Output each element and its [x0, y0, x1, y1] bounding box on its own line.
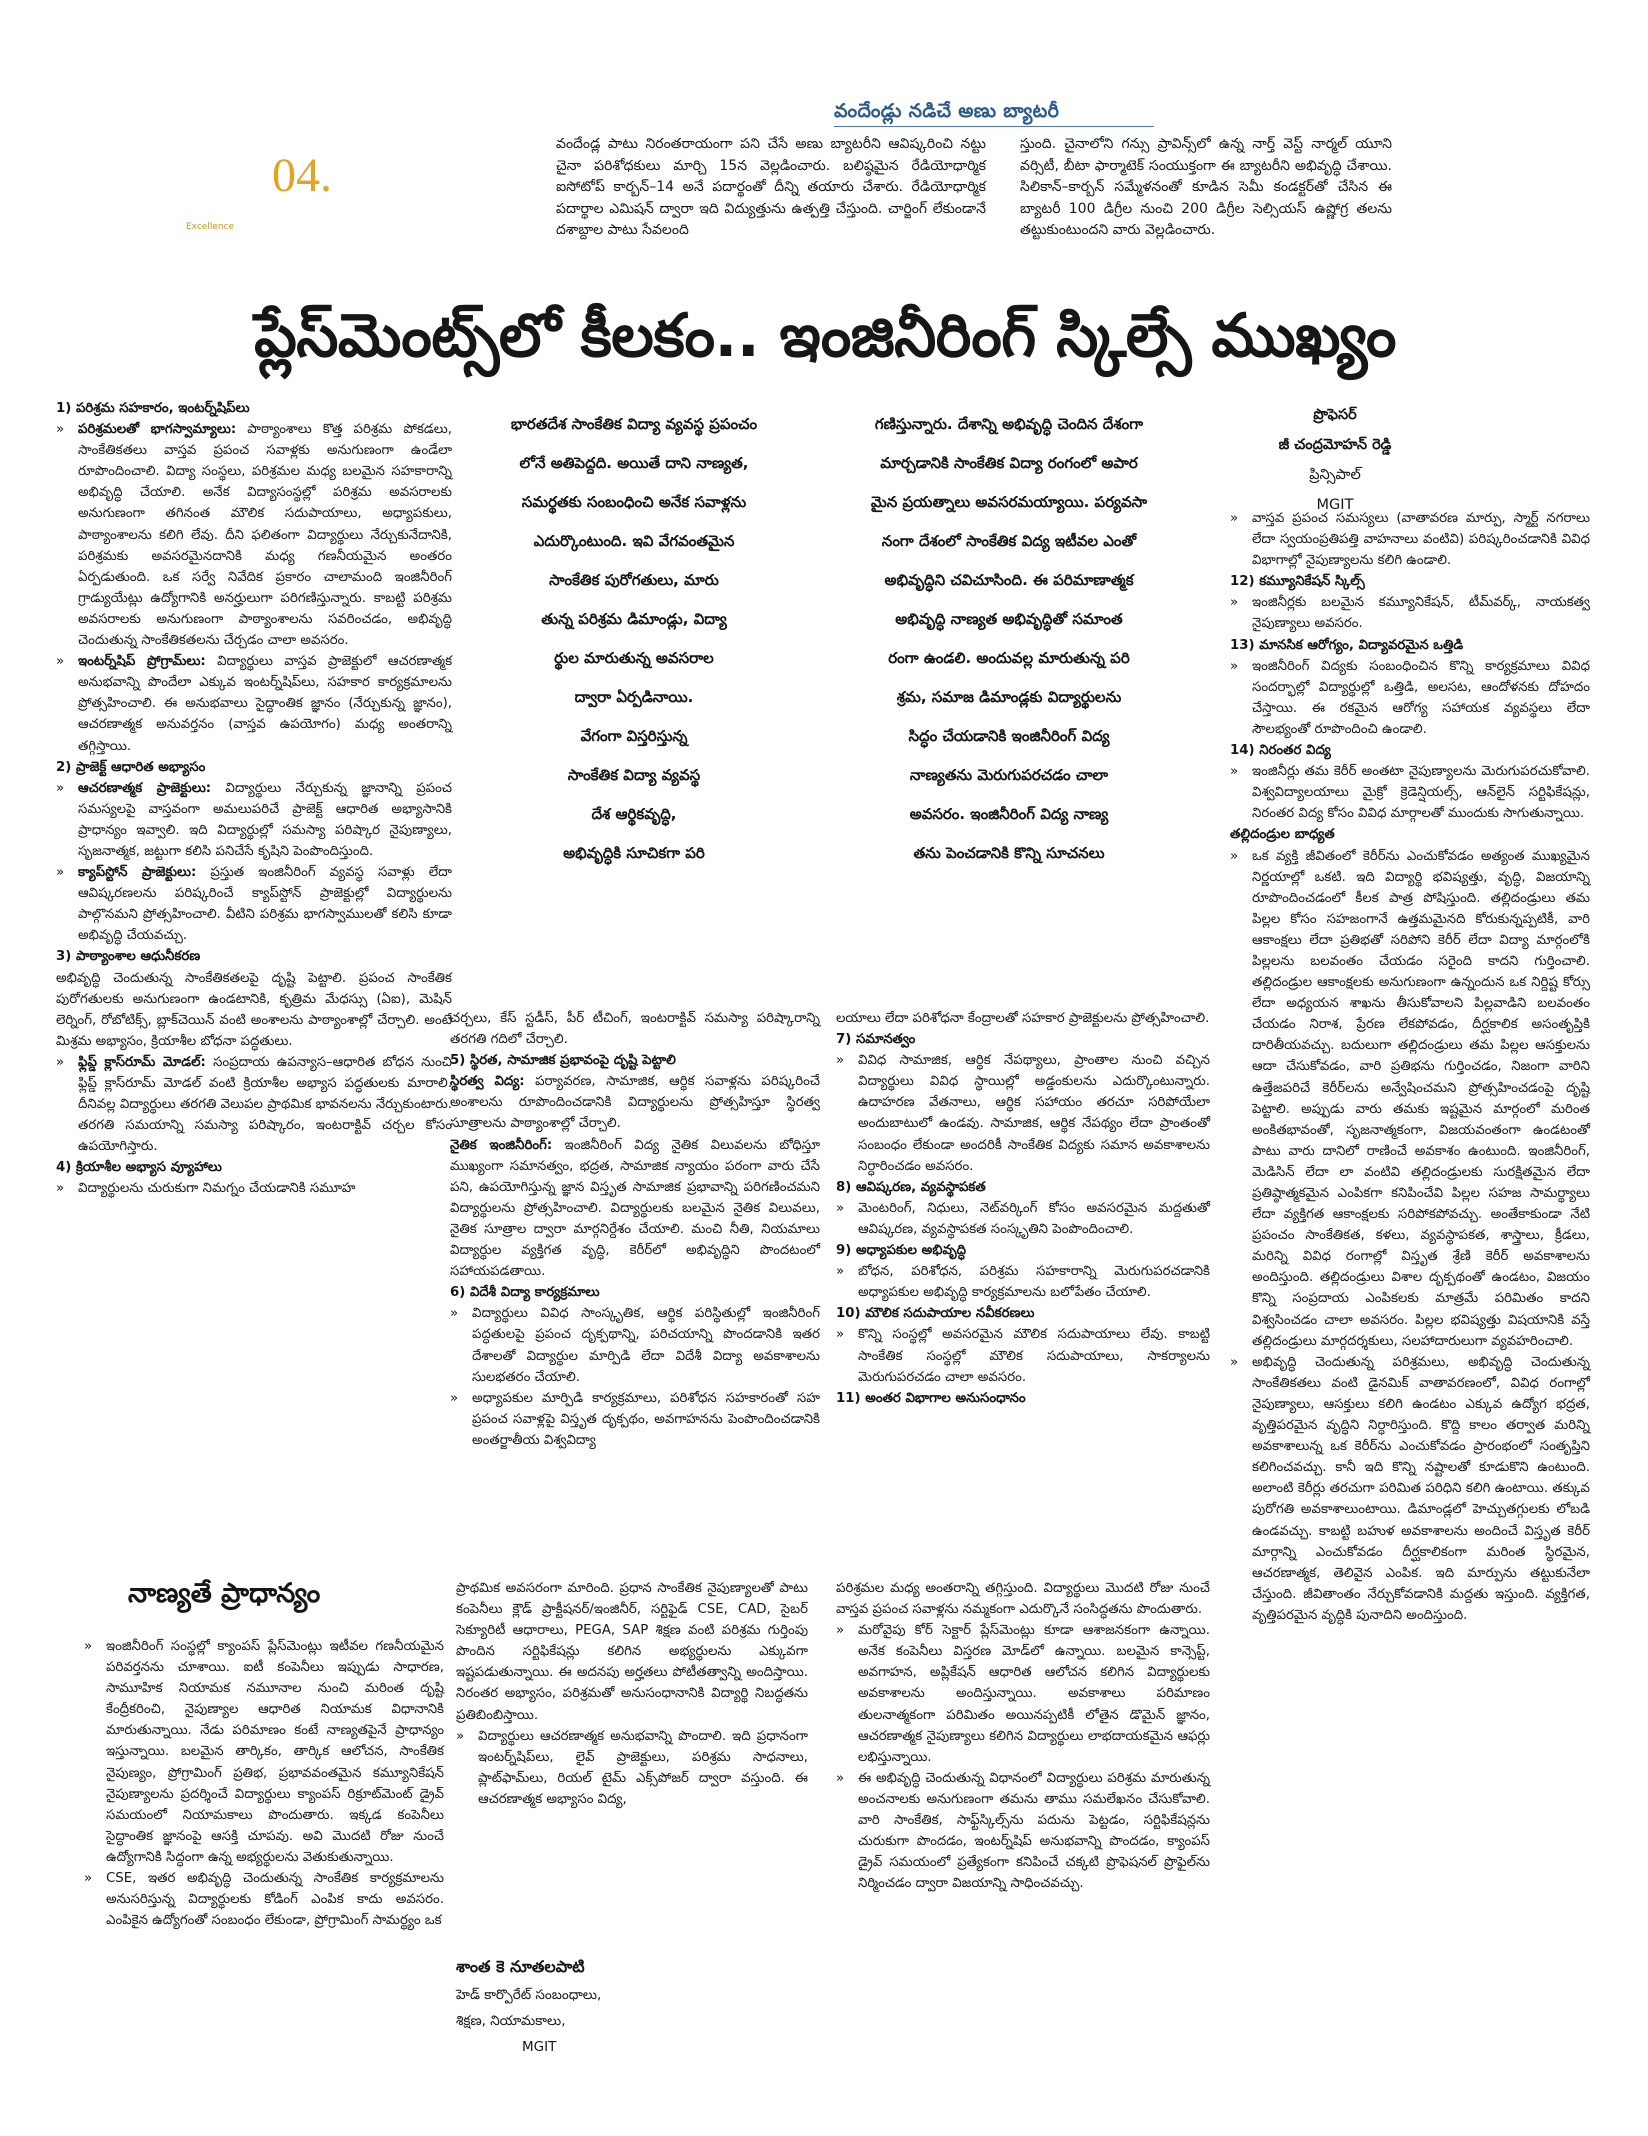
section-heading: 1) పరిశ్రమ సహకారం, ఇంటర్న్‌షిప్‌లు [56, 401, 250, 416]
column-6 [456, 1578, 808, 1810]
paragraph: »వివిధ సామాజిక, ఆర్థిక నేపథ్యాలు, ప్రాంతాల నుంచి వచ్చిన విద్యార్థులు వివిధ స్థాయిల్లో అడ్డంకులను ఎదుర్కొంటున్నారు. ఉదాహరణ వేతనాలు, ఆర్థిక సహాయం తరచూ సరిపోయేలా అందుబాటులో ఉండవు. సామాజిక, ఆర్థిక నేపథ్యం లేదా ప్రాంతంతో సంబంధం లేకుండా అందరికీ సాంకేతిక విద్యకు సమాన అవకాశాలను నిర్ధారించడం అవసరం. [836, 1050, 1210, 1177]
pull-quote-line: సమర్థతకు సంబంధించి అనేక సవాళ్లను [521, 493, 747, 511]
bullet-arrow-icon: » [450, 1306, 459, 1322]
author2-role1: హెడ్ కార్పొరేట్ సంబంధాలు, [456, 1987, 602, 2003]
pull-quote-line: తను పెంచడానికి కొన్ని సూచనలు [913, 844, 1105, 862]
paragraph: »పరిశ్రమలతో భాగస్వామ్యాలు: పాఠ్యాంశాలు కొత్త పరిశ్రమ పోకడలు, సాంకేతికతలు వాస్తవ ప్రపంచ సవాళ్లకు అనుగుణంగా ఉండేలా రూపొందించాలి. విద్యా సంస్థలు, పరిశ్రమల మధ్య బలమైన సహకారాన్ని అభివృద్ధి చేయాలి. అనేక విద్యాసంస్థల్లో పరిశ్రమ అవసరాలకు అనుగుణంగా తగినంత మౌలిక సదుపాయాలు, అధ్యాపకులు, పాఠ్యాంశాలను కలిగి లేవు. దీని ఫలితంగా విద్యార్థులు నేర్చుకునేదానికి, పరిశ్రమకు అవసరమైనదానికి మధ్య గణనీయమైన అంతరం ఏర్పడుతుంది. ఒక సర్వే నివేదిక ప్రకారం చాలామంది ఇంజినీరింగ్ గ్రాడ్యుయేట్లు ఉద్యోగానికి అనర్హులుగా పరిగణిస్తున్నారు. కాబట్టి పరిశ్రమ అవసరాలకు అనుగుణంగా పాఠ్యాంశాలను సవరించడం, అభివృద్ధి చెందుతున్న సాంకేతికతలను చేర్చడం చాలా అవసరం. [56, 419, 452, 651]
paragraph: చర్చలు, కేస్ స్టడీస్, పీర్ టీచింగ్, ఇంటరాక్టివ్ సమస్యా పరిష్కారాన్ని తరగతి గదిలో చేర్చాలి. [450, 1011, 820, 1048]
inline-lead: స్థిరత్వ విద్య: [450, 1074, 525, 1090]
inline-lead: నైతిక ఇంజినీరింగ్: [450, 1137, 553, 1153]
pull-quote-line: అభివృద్ధికి సూచికగా పరి [563, 844, 705, 862]
pull-quote-line: నంగా దేశంలో సాంకేతిక విద్య ఇటీవల ఎంతో [881, 532, 1137, 550]
section-heading: 6) విదేశీ విద్యా కార్యక్రమాలు [450, 1285, 600, 1301]
paragraph: »ఒక వ్యక్తి జీవితంలో కెరీర్‌ను ఎంచుకోవడం అత్యంత ముఖ్యమైన నిర్ణయాల్లో ఒకటి. ఇది విద్యార్థి భవిష్యత్తు, వృద్ధి, విజయాన్ని రూపొందించడంలో కీలక పాత్ర పోషిస్తుంది. తల్లిదండ్రులు తమ పిల్లల కోసం సహజంగానే ఉత్తమమైనది కోరుకున్నప్పటికీ, వారి ఆకాంక్షలు లేదా ప్రతిభతో సరిపోని కెరీర్ లేదా విద్యా మార్గంలోకి పిల్లలను బలవంతం చేయడం సరైంది కాదని గుర్తించాలి. తల్లిదండ్రుల ఆకాంక్షలకు అనుగుణంగా ఉన్నందున ఒక నిర్దిష్ట కోర్సు లేదా అధ్యయన శాఖను తీసుకోవాలని పిల్లవాడిని బలవంతం చేయడం నిరాశ, ప్రేరణ లేకపోవడం, దీర్ఘకాలిక అసంతృప్తికి దారితీయవచ్చు. బదులుగా తల్లిదండ్రులు తమ పిల్లల ఆసక్తులను ఆదా చేసుకోవడం, వారి ప్రతిభను గుర్తించడం, నిజంగా వారిని ఉత్తేజపరిచే కెరీర్‌లను అన్వేషించమని ప్రోత్సహించడంపై దృష్టి పెట్టాలి. అప్పుడు వారు తమకు ఇష్టమైన మార్గంలో మరింత అంకితభావంతో, సృజనాత్మకంగా, విజయవంతంగా ఉండటంతో పాటు వారు దానిలో రాణించే అవకాశం ఉంటుంది. ఇంజినీరింగ్, మెడిసిన్ లేదా లా వంటివి తల్లిదండ్రులకు సురక్షితమైన లేదా ప్రతిష్ఠాత్మకమైన ఎంపికగా కనిపించేవి పిల్లల సహజ సామర్థ్యాలు లేదా వ్యక్తిగత ఆకాంక్షలకు సరిపోకపోవచ్చు. అంతేకాకుండా నేటి ప్రపంచం సాంకేతికత, కళలు, వ్యవస్థాపకత, శాస్త్రాలు, క్రీడలు, మరిన్ని వివిధ రంగాల్లో విస్తృత శ్రేణి కెరీర్ అవకాశాలను అందిస్తుంది. తల్లిదండ్రులు విశాల దృక్పథంతో ఉండటం, విజయం కొన్ని సంప్రదాయ ఎంపికలకు మాత్రమే పరిమితం కాదని విశ్వసించడం చాలా అవసరం. పిల్లల భవిష్యత్తు విషయానికి వస్తే తల్లిదండ్రులు మార్గదర్శకులు, సలహాదారులుగా వ్యవహరించాలి. [1230, 846, 1590, 1352]
bullet-arrow-icon: » [56, 1054, 65, 1070]
pull-quote-line: భారతదేశ సాంకేతిక విద్యా వ్యవస్థ ప్రపంచం [510, 415, 758, 433]
paragraph: »ఇంజినీరింగ్ సంస్థల్లో క్యాంపస్ ప్లేస్‌మెంట్లు ఇటీవల గణనీయమైన పరివర్తనను చూశాయి. ఐటీ కంపెనీలు ఇప్పుడు సాధారణ, సామూహిక నియామక నమూనాల నుంచి మరింత దృష్టి కేంద్రీకరించి, నైపుణ్యాల ఆధారిత నియామక విధానానికి మారుతున్నాయి. నేడు పరిమాణం కంటే నాణ్యతపైనే ప్రాధాన్యం ఇస్తున్నాయి. బలమైన తార్కికం, తార్కిక ఆలోచన, సాంకేతిక నైపుణ్యం, ప్రోగ్రామింగ్ ప్రతిభ, ప్రభావవంతమైన కమ్యూనికేషన్ నైపుణ్యాలను ప్రదర్శించే విద్యార్థులు క్యాంపస్ రిక్రూట్‌మెంట్ డ్రైవ్ సమయంలో నియామకాలు పొందుతారు. ఇక్కడ కంపెనీలు సైద్ధాంతిక జ్ఞానంపై ఆసక్తి చూపవు. అవి మొదటి రోజు నుంచే ఉద్యోగానికి సిద్ధంగా ఉన్న అభ్యర్థులను వెతుకుతున్నాయి. [84, 1636, 444, 1868]
author-name: జీ చంద్రమోహన్ రెడ్డి [1278, 437, 1392, 453]
pull-quote-line: తున్న పరిశ్రమ డిమాండ్లు, విద్యా [541, 610, 727, 628]
paragraph: »క్యాప్‌స్టోన్ ప్రాజెక్టులు: ప్రస్తుత ఇంజినీరింగ్ వ్యవస్థ సవాళ్లు లేదా ఆవిష్కరణలను పరిష్కరించే క్యాప్‌స్టోన్ ప్రాజెక్టుల్లో విద్యార్థులను పాల్గొనమని ప్రోత్సహించాలి. వీటిని పరిశ్రమ భాగస్వాములతో కలిసి కూడా అభివృద్ధి చేయవచ్చు. [56, 862, 452, 946]
bullet-arrow-icon: » [836, 1200, 845, 1216]
bullet-arrow-icon: » [836, 1053, 845, 1069]
paragraph: »విద్యార్థులు ఆచరణాత్మక అనుభవాన్ని పొందాలి. ఇది ప్రధానంగా ఇంటర్న్‌షిప్‌లు, లైవ్ ప్రాజెక్టులు, పరిశ్రమ సాధనాలు, ప్లాట్‌ఫామ్‌లు, రియల్ టైమ్ ఎక్స్‌పోజర్ ద్వారా వస్తుంది. ఈ ఆచరణాత్మక అభ్యాసం విద్య, [456, 1726, 808, 1810]
column-2 [450, 1008, 820, 1451]
pull-quote-line: వేగంగా విస్తరిస్తున్న [580, 727, 688, 745]
pull-quote-line: నాణ్యతను మెరుగుపరచడం చాలా [909, 766, 1109, 784]
author-role: ప్రిన్సిపాల్ [1309, 467, 1361, 483]
section-heading: 7) సమానత్వం [836, 1032, 916, 1048]
bullet-arrow-icon: » [56, 1181, 65, 1197]
bullet-arrow-icon: » [456, 1728, 465, 1744]
paragraph: »మెంటరింగ్, నిధులు, నెట్‌వర్కింగ్ కోసం అవసరమైన మద్దతుతో ఆవిష్కరణ, వ్యవస్థాపకత సంస్కృతిని పెంపొందించాలి. [836, 1198, 1210, 1240]
bullet-arrow-icon: » [836, 1623, 845, 1639]
paragraph: »ఈ అభివృద్ధి చెందుతున్న విధానంలో విద్యార్థులు పరిశ్రమ మారుతున్న అంచనాలకు అనుగుణంగా తమను తాము సమలేఖనం చేసుకోవాలి. వారి సాంకేతిక, సాఫ్ట్‌స్కిల్స్‌ను పదును పెట్టడం, సర్టిఫికేషన్లను చురుకుగా పొందడం, ఇంటర్న్‌షిప్ అనుభవాన్ని పొందడం, క్యాంపస్ డ్రైవ్ సమయంలో ప్రత్యేకంగా కనిపించే చక్కటి ప్రొఫెషనల్ ప్రొఫైల్‌ను నిర్మించడం ద్వారా విజయాన్ని సాధించవచ్చు. [836, 1768, 1210, 1895]
page-tag: Excellence [186, 222, 235, 232]
author2-role2: శిక్షణ, నియామకాలు, [456, 2013, 566, 2029]
paragraph: »కొన్ని సంస్థల్లో అవసరమైన మౌలిక సదుపాయాలు లేవు. కాబట్టి సాంకేతిక సంస్థల్లో మౌలిక సదుపాయాలు, సాకర్యాలను మెరుగుపరచడం చాలా అవసరం. [836, 1324, 1210, 1387]
column-1 [56, 398, 452, 1200]
section-heading: 4) క్రియాశీల అభ్యాస వ్యూహాలు [56, 1160, 222, 1176]
paragraph: »బోధన, పరిశోధన, పరిశ్రమ సహకారాన్ని మెరుగుపరచడానికి అధ్యాపకుల అభివృద్ధి కార్యక్రమాలను బలోపేతం చేయాలి. [836, 1261, 1210, 1303]
bullet-arrow-icon: » [450, 1390, 459, 1406]
bullet-arrow-icon: » [1230, 1354, 1239, 1370]
bullet-arrow-icon: » [1230, 595, 1239, 611]
author2-byline [456, 1952, 716, 2060]
pull-quote-line: మార్చడానికి సాంకేతిక విద్యా రంగంలో అపార [880, 454, 1138, 472]
paragraph: »ఇంజినీర్లకు బలమైన కమ్యూనికేషన్, టీమ్‌వర్క్, నాయకత్వ నైపుణ్యాలు అవసరం. [1230, 592, 1590, 634]
pull-quote-line: ద్వారా ఏర్పడినాయి. [574, 688, 694, 706]
paragraph: »వాస్తవ ప్రపంచ సమస్యలు (వాతావరణ మార్పు, స్మార్ట్ నగరాలు లేదా స్వయంప్రతిపత్తి వాహనాలు వంటివి) పరిష్కరించడానికి వివిధ విభాగాల్లో నైపుణ్యాలను కలిగి ఉండాలి. [1230, 508, 1590, 571]
column-5 [84, 1636, 444, 1931]
section-heading: 10) మౌలిక సదుపాయాల నవీకరణలు [836, 1306, 1035, 1322]
paragraph: »విద్యార్థులు వివిధ సాంస్కృతిక, ఆర్థిక పరిస్థితుల్లో ఇంజినీరింగ్ పద్ధతులపై ప్రపంచ దృక్పథాన్ని, పరిచయాన్ని పొందడానికి ఇతర దేశాలతో విద్యార్థుల మార్పిడి లేదా విదేశీ విద్యా అవకాశాలను సులభతరం చేయాలి. [450, 1303, 820, 1387]
pull-quote-line: లోనే అతిపెద్దది. అయితే దాని నాణ్యత, [519, 454, 749, 472]
bullet-arrow-icon: » [836, 1770, 845, 1786]
bullet-arrow-icon: » [836, 1327, 845, 1343]
bullet-arrow-icon: » [56, 654, 65, 670]
paragraph: »అధ్యాపకుల మార్పిడి కార్యక్రమాలు, పరిశోధన సహకారంతో సహ ప్రపంచ సవాళ్లపై విస్తృత దృక్పథం, అవగాహనను పెంపొందించడానికి అంతర్జాతీయ విశ్వవిద్యా [450, 1388, 820, 1451]
inline-lead: పరిశ్రమలతో భాగస్వామ్యాలు: [78, 422, 237, 438]
column-7 [836, 1578, 1210, 1894]
pull-quote-line: సిద్ధం చేయడానికి ఇంజినీరింగ్ విద్య [908, 727, 1110, 745]
bullet-arrow-icon: » [56, 422, 65, 438]
pull-quote-line: సాంకేతిక విద్యా వ్యవస్థ [567, 766, 701, 784]
pull-quote-line: అవసరం. ఇంజినీరింగ్ విద్య నాణ్య [909, 805, 1109, 823]
pull-quote-line: శ్రమ, సమాజ డిమాండ్లకు విద్యార్థులను [896, 688, 1122, 706]
section-heading: 13) మానసిక ఆరోగ్యం, విద్యావరమైన ఒత్తిడి [1230, 637, 1464, 653]
bullet-arrow-icon: » [56, 780, 65, 796]
paragraph: »విద్యార్థులను చురుకుగా నిమగ్నం చేయడానికి సమూహ [56, 1178, 452, 1199]
pull-quote-line: ఎదుర్కొంటుంది. ఇవి వేగవంతమైన [533, 532, 735, 550]
author-byline [1245, 400, 1425, 520]
paragraph: »ఇంజినీరింగ్ విద్యకు సంబంధించిన కొన్ని కార్యక్రమాలు వివిధ సందర్భాల్లో విద్యార్థుల్లో ఒత్తిడి, అలసట, ఆందోళనకు దోహదం చేస్తాయి. ఈ రకమైన ఆరోగ్య సహాయక వ్యవస్థలు లేదా సౌలభ్యంతో రూపొందించి ఉండాలి. [1230, 656, 1590, 740]
paragraph: »ఇంజినీర్లు తమ కెరీర్ అంతటా నైపుణ్యాలను మెరుగుపరచుకోవాలి. విశ్వవిద్యాలయాలు మైక్రో క్రెడెన్షియల్స్, ఆన్‌లైన్ సర్టిఫికేషన్లు, నిరంతర విద్య కోసం వివిధ మార్గాలతో ముందుకు సాగుతున్నాయి. [1230, 761, 1590, 824]
pull-quote-line: గణిస్తున్నారు. దేశాన్ని అభివృద్ధి చెందిన దేశంగా [874, 415, 1144, 433]
pull-quote-line: అభివృద్ధిని చవిచూసింది. ఈ పరిమాణాత్మక [884, 571, 1134, 589]
paragraph: అభివృద్ధి చెందుతున్న సాంకేతికతలపై దృష్టి పెట్టాలి. ప్రపంచ సాంకేతిక పురోగతులకు అనుగుణంగా ఉండటానికి, కృత్రిమ మేధస్సు (ఏఐ), మెషిన్ లెర్నింగ్, రోబోటిక్స్, బ్లాక్‌చెయిన్ వంటి అంశాలను పాఠ్యాంశాల్లో చేర్చాలి. అంటే మిశ్రమ అభ్యాసం, క్రియాశీల బోధనా పద్ధతులు. [56, 970, 452, 1049]
bullet-arrow-icon: » [84, 1871, 93, 1887]
paragraph: »ఫ్లిప్డ్ క్లాస్‌రూమ్ మోడల్: సంప్రదాయ ఉపన్యాస–ఆధారిత బోధన నుంచి ఫ్లిప్డ్ క్లాస్‌రూమ్ మోడల్ వంటి క్రియాశీల అభ్యాస పద్ధతులకు మారాలి. దీనివల్ల విద్యార్థులు తరగతి వెలుపల ప్రాథమిక భావనలను నేర్చుకుంటారు. తరగతి సమయాన్ని సమస్యా పరిష్కారం, ఇంటరాక్టివ్ చర్చల కోసం ఉపయోగిస్తారు. [56, 1052, 452, 1157]
bullet-arrow-icon: » [1230, 658, 1239, 674]
inline-lead: ఇంటర్న్‌షిప్ ప్రోగ్రామ్‌లు: [78, 654, 206, 670]
paragraph: పరిశ్రమల మధ్య అంతరాన్ని తగ్గిస్తుంది. విద్యార్థులు మొదటి రోజు నుంచే వాస్తవ ప్రపంచ సవాళ్లను నమ్మకంగా ఎదుర్కొనే సంసిద్ధతను పొందుతారు. [836, 1581, 1210, 1618]
section-heading: 12) కమ్యూనికేషన్ స్కిల్స్ [1230, 574, 1365, 590]
paragraph: ప్రాథమిక అవసరంగా మారింది. ప్రధాన సాంకేతిక నైపుణ్యాలతో పాటు కంపెనీలు క్లౌడ్ ప్రాక్టీషనర్/ఇంజినీర్, సర్టిఫైడ్ CSE, CAD, సైబర్ సెక్యూరిటీ ఆధారాలు, PEGA, SAP శిక్షణ వంటి పరిశ్రమ గుర్తింపు పొందిన సర్టిఫికేషన్లు కలిగిన అభ్యర్థులను ఎక్కువగా ఇష్టపడుతున్నాయి. ఈ అదనపు అర్హతలు పోటీతత్వాన్ని అందిస్తాయి. నిరంతర అభ్యాసం, పరిశ్రమతో అనుసంధానానికి విద్యార్థి నిబద్ధతను ప్రతిబింబిస్తాయి. [456, 1581, 808, 1723]
headline: ప్లేస్‌మెంట్స్‌లో కీలకం.. ఇంజినీరింగ్ స్కిల్సే ముఖ్యం [254, 301, 1396, 371]
section-heading: 5) స్థిరత, సామాజిక ప్రభావంపై దృష్టి పెట్టాలి [450, 1053, 676, 1069]
bullet-arrow-icon: » [84, 1639, 93, 1654]
author-org: MGIT [1316, 497, 1354, 513]
bullet-arrow-icon: » [1230, 848, 1239, 864]
pull-quote-line: దేశ ఆర్థికవృద్ధి, [591, 805, 677, 823]
inline-lead: ఫ్లిప్డ్ క్లాస్‌రూమ్ మోడల్: [78, 1054, 206, 1070]
bullet-arrow-icon: » [56, 865, 65, 881]
pull-quote-line: సాంకేతిక పురోగతులు, మారు [549, 571, 719, 589]
paragraph: స్థిరత్వ విద్య: పర్యావరణ, సామాజిక, ఆర్థిక సవాళ్లను పరిష్కరించే అంశాలను రూపొందించడానికి విద్యార్థులను ప్రోత్సహిస్తూ స్థిరత్వ సూత్రాలను పాఠ్యాంశాల్లో చేర్చాలి. [450, 1074, 821, 1132]
pull-quote-line: మైన ప్రయత్నాలు అవసరమయ్యాయి. పర్యవసా [870, 493, 1148, 511]
pull-quote-line: రంగా ఉండలి. అందువల్ల మారుతున్న పరి [888, 649, 1130, 667]
pull-quote-line: ర్థుల మారుతున్న అవసరాల [554, 649, 714, 667]
column-3 [836, 1008, 1210, 1409]
bullet-arrow-icon: » [836, 1264, 845, 1280]
inline-lead: ఆచరణాత్మక ప్రాజెక్టులు: [78, 780, 212, 796]
paragraph: లయాలు లేదా పరిశోధనా కేంద్రాలతో సహకార ప్రాజెక్టులను ప్రోత్సహించాలి. [836, 1011, 1210, 1026]
pull-quote-left [462, 405, 806, 873]
section-heading: 3) పాఠ్యాంశాల ఆధునీకరణ [56, 949, 201, 965]
section-heading: 8) ఆవిష్కరణ, వ్యవస్థాపకత [836, 1179, 986, 1195]
section-heading: 2) ప్రాజెక్ట్ ఆధారిత అభ్యాసం [56, 759, 206, 775]
author-designation: ప్రొఫెసర్ [1313, 407, 1357, 423]
box-column-right: స్తుంది. చైనాలోని గన్సు ప్రావిన్స్‌లో ఉన్న నార్త్ వెస్ట్ నార్మల్ యూని వర్సిటీ, బీటా ఫార్మాటెక్ సంయుక్తంగా ఈ బ్యాటరీని అభివృద్ధి చేశాయి. సిలికాన్–కార్బన్ సమ్మేళనంతో కూడిన సెమీ కండక్టర్‌తో చేసిన ఈ బ్యాటరీ 100 డిగ్రీల నుంచి 200 డిగ్రీల సెల్సియస్ ఉష్ణోగ్ర తలను తట్టుకుంటుందని వారు వెల్లడించారు. [1020, 136, 1392, 238]
section-heading: 14) నిరంతర విద్య [1230, 743, 1331, 759]
column-4 [1230, 508, 1590, 1626]
box-column-left: వందేండ్ల పాటు నిరంతరాయంగా పని చేసే అణు బ్యాటరీని ఆవిష్కరించి నట్టు చైనా పరిశోధకులు మార్చి 15న వెల్లడించారు. బలిష్ఠమైన రేడియోధార్మిక ఐసోటోప్ కార్బన్–14 అనే పదార్థంతో దీన్ని తయారు చేశారు. రేడియోధార్మిక పదార్థాల ఎమిషన్ ద్వారా ఇది విద్యుత్తును ఉత్పత్తి చేస్తుంది. చార్జింగ్ లేకుండానే దశాబ్దాల పాటు సేవలంది [556, 136, 986, 238]
paragraph: »అభివృద్ధి చెందుతున్న పరిశ్రమలు, అభివృద్ధి చెందుతున్న సాంకేతికతలు వంటి డైనమిక్ వాతావరణంలో, వివిధ రంగాల్లో నైపుణ్యాలు, ఆసక్తులు కలిగి ఉండటం ఎక్కువ ఉద్యోగ భద్రత, వృత్తిపరమైన వృద్ధిని నిర్ధారిస్తుంది. కొద్ది కాలం తర్వాత మరిన్ని అవకాశాలున్న ఒక కెరీర్‌ను ఎంచుకోవడం ప్రారంభంలో సంతృప్తిని కలిగించవచ్చు. కానీ ఇది కొన్ని నష్టాలతో కూడుకొని ఉంటుంది. అలాంటి కెరీర్లు తరచుగా పరిమిత పరిధిని కలిగి ఉంటాయి. తక్కువ పురోగతి అవకాశాలుంటాయి. డిమాండ్లలో హెచ్చుతగ్గులకు లోబడి ఉండవచ్చు. కాబట్టి బహుళ అవకాశాలను అందించే విస్తృత కెరీర్ మార్గాన్ని ఎంచుకోవడం దీర్ఘకాలికంగా మరింత స్థిరమైన, ఆచరణాత్మక, తెలివైన ఎంపిక. ఇది మార్పును తట్టుకునేలా చేస్తుంది. జీవితాంతం నేర్చుకోవడానికి మద్దతు ఇస్తుంది. వ్యక్తిగత, వృత్తిపరమైన వృద్ధికి పునాదిని అందిస్తుంది. [1230, 1352, 1590, 1626]
bullet-arrow-icon: » [1230, 764, 1239, 780]
section-heading: 9) అధ్యాపకుల అభివృద్ధి [836, 1243, 967, 1259]
pull-quote-right [816, 405, 1202, 873]
box-title-rule [834, 126, 1154, 127]
bullet-arrow-icon: » [1230, 511, 1239, 526]
subheading-quality: నాణ్యతే ప్రాధాన్యం [128, 1578, 321, 1609]
paragraph: »ఆచరణాత్మక ప్రాజెక్టులు: విద్యార్థులు నేర్చుకున్న జ్ఞానాన్ని ప్రపంచ సమస్యలపై వాస్తవంగా అమలుపరిచే ప్రాజెక్ట్ ఆధారిత అభ్యాసానికి ప్రాధాన్యం ఇవ్వాలి. ఇది విద్యార్థుల్లో సమస్యా పరిష్కార నైపుణ్యాలు, సృజనాత్మక, జట్టుగా కలిసి పనిచేసే కృషిని పెంపొందిస్తుంది. [56, 778, 452, 862]
pull-quote-line: అభివృద్ధి నాణ్యత అభివృద్ధితో సమాంత [895, 610, 1123, 628]
paragraph: »ఇంటర్న్‌షిప్ ప్రోగ్రామ్‌లు: విద్యార్థులు వాస్తవ ప్రాజెక్టులో ఆచరణాత్మక అనుభవాన్ని పొందేలా ఎక్కువ ఇంటర్న్‌షిప్‌లు, సహకార కార్యక్రమాలను ప్రోత్సహించాలి. ఈ అనుభవాలు సైద్ధాంతిక జ్ఞానం (నేర్చుకున్న జ్ఞానం), ఆచరణాత్మక అనువర్తనం (వాస్తవ ఉపయోగం) మధ్య అంతరాన్ని తగ్గిస్తాయి. [56, 651, 452, 756]
box-title: వందేండ్లు నడిచే అణు బ్యాటరీ [834, 100, 1060, 122]
paragraph: »మరోవైపు కోర్ సెక్టార్ ప్లేస్‌మెంట్లు కూడా ఆశాజనకంగా ఉన్నాయి. అనేక కంపెనీలు విస్తరణ మోడ్‌లో ఉన్నాయి. బలమైన కాన్సెప్ట్, అవగాహన, అప్లికేషన్ ఆధారిత ఆలోచన కలిగిన విద్యార్థులకు అవకాశాలను అందిస్తున్నాయి. అవకాశాలు పరిమాణం తులనాత్మకంగా పరిమితం అయినప్పటికీ లోతైన డొమైన్ జ్ఞానం, ఆచరణాత్మక నైపుణ్యాలు కలిగిన విద్యార్థులు లాభదాయకమైన ఆఫర్లు లభిస్తున్నాయి. [836, 1620, 1210, 1768]
section-heading: తల్లిదండ్రుల బాధ్యత [1230, 827, 1335, 843]
author2-org: MGIT [522, 2039, 557, 2055]
paragraph: నైతిక ఇంజినీరింగ్: ఇంజినీరింగ్ విద్య నైతిక విలువలను బోధిస్తూ ముఖ్యంగా సమానత్వం, భద్రత, సామాజిక న్యాయం పరంగా వారు చేసే పని, ఉపయోగిస్తున్న జ్ఞాన విస్తృత సామాజిక ప్రభావాన్ని పరిగణించమని విద్యార్థులను ప్రోత్సహించాలి. విద్యార్థులకు బలమైన నైతిక విలువలు, నైతిక సూత్రాల ద్వారా మార్గనిర్దేశం చేయాలి. మంచి నీతి, నియమాలు విద్యార్థుల వ్యక్తిగత వృద్ధి, కెరీర్‌లో అభివృద్ధిని పొందటంలో సహాయపడతాయి. [450, 1137, 820, 1280]
page-number: 04. [272, 149, 332, 202]
paragraph: »CSE, ఇతర అభివృద్ధి చెందుతున్న సాంకేతిక కార్యక్రమాలను అనుసరిస్తున్న విద్యార్థులకు కోడింగ్ ఎంపిక కాదు అవసరం. ఎంపికైన ఉద్యోగంతో సంబంధం లేకుండా, ప్రోగ్రామింగ్ సామర్థ్యం ఒక [84, 1868, 444, 1931]
author2-name: శాంత కె నూతలపాటి [456, 1957, 585, 1976]
inline-lead: క్యాప్‌స్టోన్ ప్రాజెక్టులు: [78, 865, 197, 881]
section-heading: 11) అంతర విభాగాల అనుసంధానం [836, 1390, 1026, 1406]
